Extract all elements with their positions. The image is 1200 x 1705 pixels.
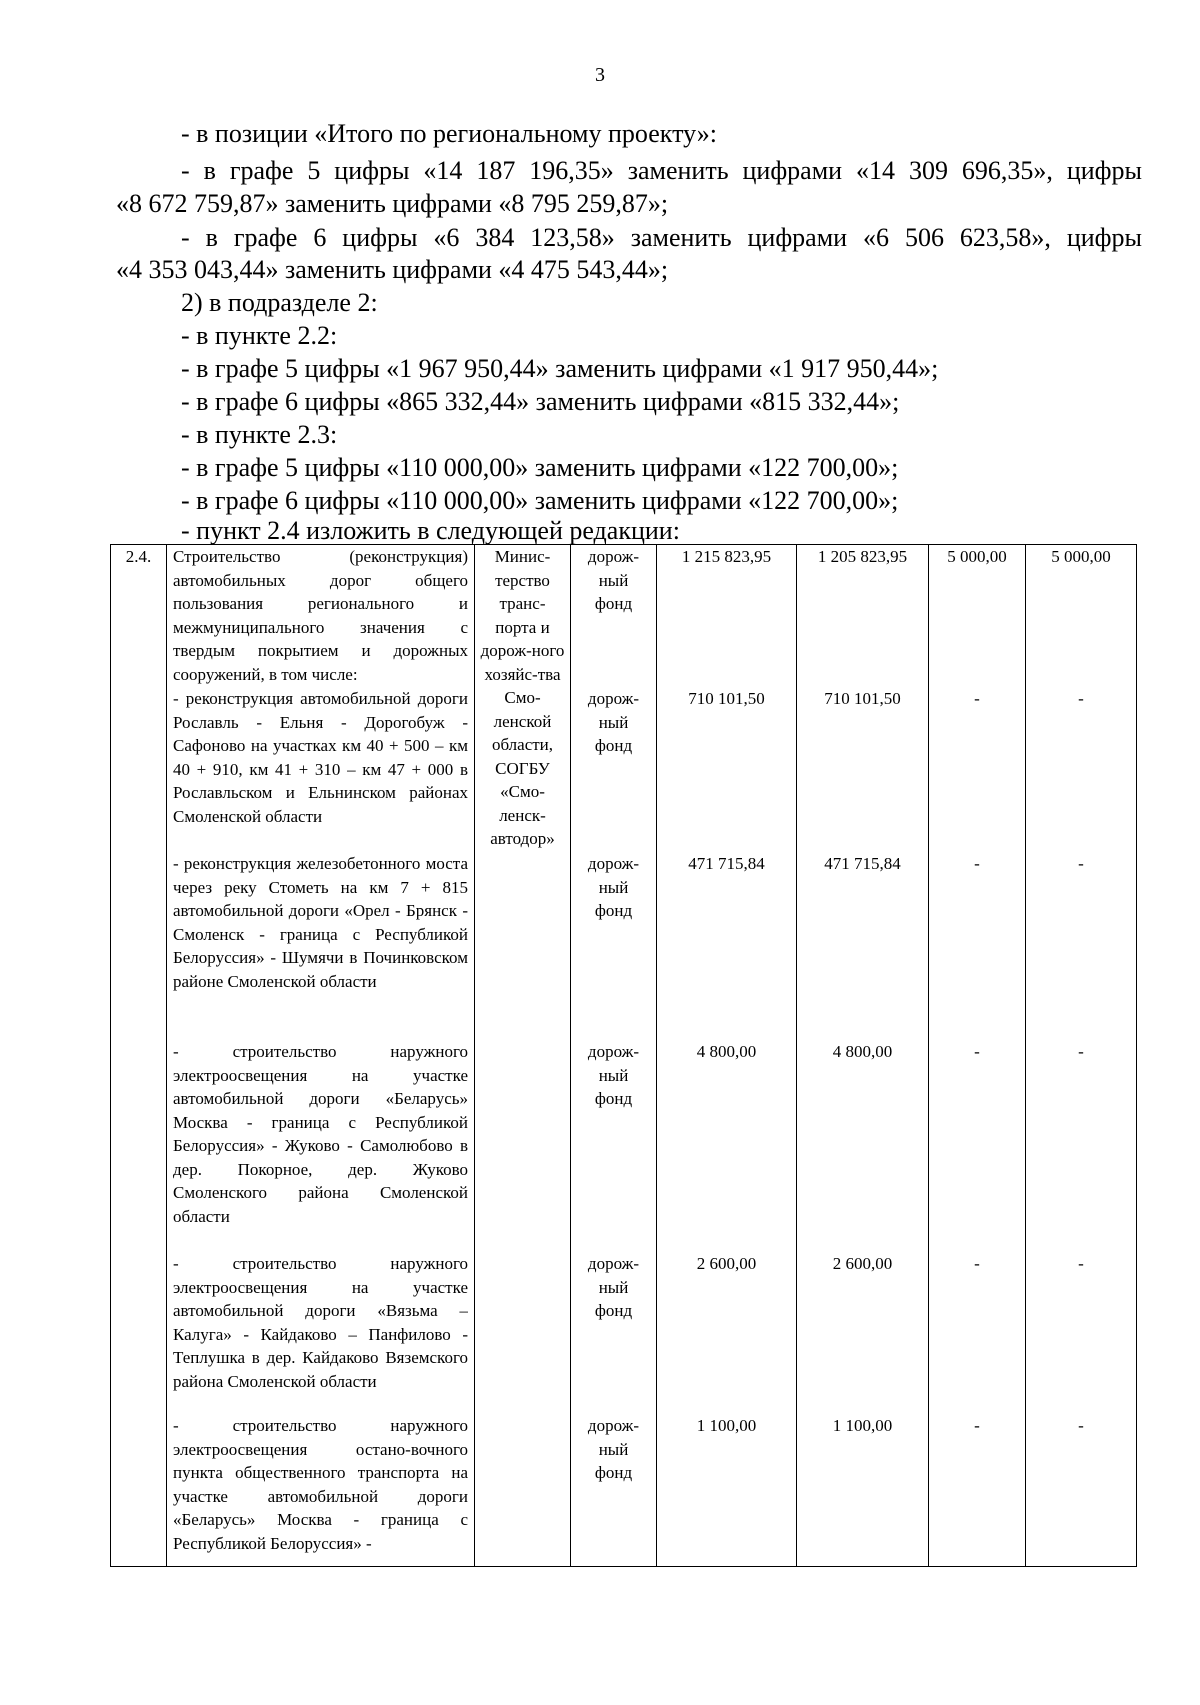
- project-table: [110, 544, 1137, 1567]
- paragraph: - в позиции «Итого по региональному проекту»:: [181, 119, 717, 148]
- amount-total: 471 715,84: [688, 854, 765, 873]
- amount-col8: 5 000,00: [1051, 547, 1111, 566]
- amount-total: 710 101,50: [688, 689, 765, 708]
- paragraph: - в графе 5 цифры «14 187 196,35» заменить цифрами «14 309 696,35», цифры: [181, 156, 1142, 185]
- row-description: - строительство наружного электроосвещения останo-вочного пункта общественного транспорта на участке автомобильной дороги «Беларусь» Москва - граница с Республикой Белоруссия» -: [173, 1416, 468, 1553]
- row-description: - реконструкция железобетонного моста через реку Стометь на км 7 + 815 автомобильной дороги «Орел - Брянск - Смоленск - граница с Республикой Белоруссия» - Шумячи в Починковском районе Смоленской области: [173, 854, 468, 991]
- paragraph: «4 353 043,44» заменить цифрами «4 475 543,44»;: [116, 255, 669, 284]
- paragraph: - в графе 6 цифры «865 332,44» заменить цифрами «815 332,44»;: [181, 387, 900, 416]
- amount-col7: -: [974, 689, 980, 708]
- item-number: 2.4.: [125, 547, 152, 566]
- amount-col7: -: [974, 1254, 980, 1273]
- source-cell: [571, 545, 657, 1567]
- executor-cell: [475, 545, 571, 1567]
- amount-col8: -: [1078, 854, 1084, 873]
- amount-col8: -: [1078, 689, 1084, 708]
- amount-col7: -: [974, 854, 980, 873]
- amount-regional: 471 715,84: [824, 854, 901, 873]
- paragraph: - в графе 5 цифры «1 967 950,44» заменить цифрами «1 917 950,44»;: [181, 354, 939, 383]
- amount-regional: 1 100,00: [832, 1416, 893, 1435]
- paragraph: 2) в подразделе 2:: [181, 288, 378, 317]
- paragraph: «8 672 759,87» заменить цифрами «8 795 259,87»;: [116, 189, 669, 218]
- item-number-cell: [111, 545, 167, 1567]
- funding-source: дорож-ный фонд: [587, 854, 640, 920]
- funding-source: дорож-ный фонд: [587, 1254, 640, 1320]
- row-description: - строительство наружного электроосвещения на участке автомобильной дороги «Вязьма – Калуга» - Кайдаково – Панфилово - Теплушка в дер. Кайдаково Вяземского района Смоленской области: [173, 1254, 468, 1391]
- row-description: Строительство (реконструкция) автомобильных дорог общего пользования регионального и межмуниципального значения с твердым покрытием и дорожных сооружений, в том числе:: [173, 547, 468, 684]
- amount-total: 2 600,00: [696, 1254, 757, 1273]
- paragraph: - в графе 6 цифры «110 000,00» заменить цифрами «122 700,00»;: [181, 486, 899, 515]
- paragraph: - в графе 5 цифры «110 000,00» заменить цифрами «122 700,00»;: [181, 453, 899, 482]
- amount-col7: -: [974, 1416, 980, 1435]
- funding-source: дорож-ный фонд: [587, 547, 640, 613]
- paragraph: - в пункте 2.2:: [181, 321, 338, 350]
- amount-col7: -: [974, 1042, 980, 1061]
- description-cell: [167, 545, 475, 1567]
- paragraph: - в графе 6 цифры «6 384 123,58» заменить цифрами «6 506 623,58», цифры: [181, 223, 1142, 252]
- paragraph: - в пункте 2.3:: [181, 420, 338, 449]
- page-number: 3: [595, 64, 605, 86]
- column-7-cell: [929, 545, 1026, 1567]
- amount-regional: 4 800,00: [832, 1042, 893, 1061]
- column-6-cell: [797, 545, 929, 1567]
- amount-col8: -: [1078, 1416, 1084, 1435]
- amount-regional: 710 101,50: [824, 689, 901, 708]
- funding-source: дорож-ный фонд: [587, 1042, 640, 1108]
- amount-col8: -: [1078, 1042, 1084, 1061]
- funding-source: дорож-ный фонд: [587, 689, 640, 755]
- column-8-cell: [1026, 545, 1137, 1567]
- amount-col8: -: [1078, 1254, 1084, 1273]
- paragraph: - пункт 2.4 изложить в следующей редакции:: [181, 516, 680, 545]
- table-row: [111, 545, 1137, 1567]
- amount-regional: 1 205 823,95: [817, 547, 908, 566]
- amount-total: 1 215 823,95: [681, 547, 772, 566]
- amount-total: 1 100,00: [696, 1416, 757, 1435]
- row-description: - строительство наружного электроосвещения на участке автомобильной дороги «Беларусь» Москва - граница с Республикой Белоруссия» - Жуково - Самолюбово в дер. Покорное, дер. Жуково Смоленского района Смоленской области: [173, 1042, 468, 1226]
- funding-source: дорож-ный фонд: [587, 1416, 640, 1482]
- amount-col7: 5 000,00: [947, 547, 1007, 566]
- amount-total: 4 800,00: [696, 1042, 757, 1061]
- executor: Минис-терство транс-порта и дорож-ного хозяйс-тва Смо-ленской области, СОГБУ «Смо-ленск-автодор»: [480, 547, 565, 848]
- amount-regional: 2 600,00: [832, 1254, 893, 1273]
- row-description: - реконструкция автомобильной дороги Рославль - Ельня - Дорогобуж - Сафоново на участках км 40 + 500 – км 40 + 910, км 41 + 310 – км 47 + 000 в Рославльском и Ельнинском районах Смоленской области: [173, 689, 468, 826]
- column-5-cell: [657, 545, 797, 1567]
